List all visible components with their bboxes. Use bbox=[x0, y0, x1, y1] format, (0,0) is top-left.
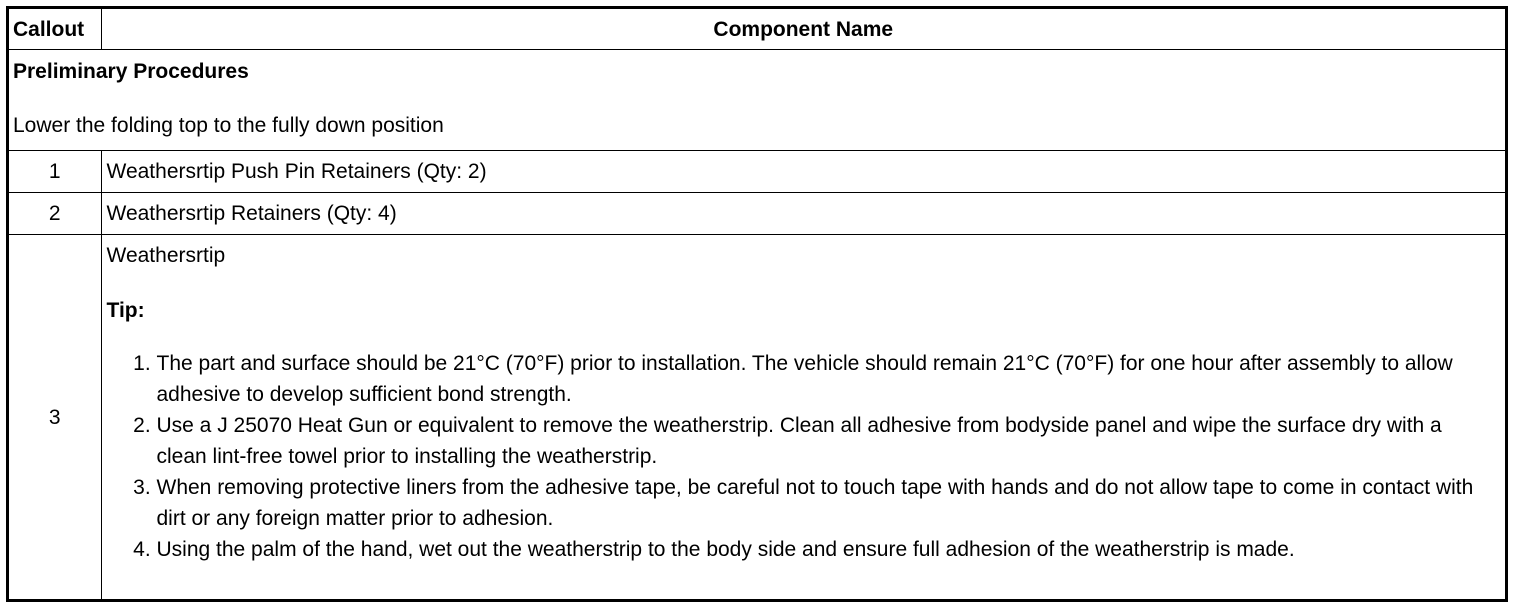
tip-item: 1. The part and surface should be 21°C (70°F) prior to installation. The vehicle should remain 21°C (70°F) for one hour after assembly to allow adhesive to develop sufficient bond strength. bbox=[157, 348, 1498, 410]
tip-label: Tip: bbox=[106, 299, 145, 322]
component-name: Weathersrtip bbox=[106, 244, 226, 267]
preliminary-procedures-row bbox=[9, 50, 1505, 151]
table-header-row bbox=[9, 9, 1505, 50]
tip-list bbox=[107, 348, 1498, 565]
component-name: Weathersrtip Retainers (Qty: 4) bbox=[101, 193, 1505, 235]
table-row bbox=[9, 235, 1505, 600]
tip-item: 4. Using the palm of the hand, wet out the weatherstrip to the body side and ensure full adhesion of the weatherstrip is made. bbox=[157, 534, 1498, 565]
component-name-column-header: Component Name bbox=[101, 9, 1505, 50]
callout-number: 3 bbox=[9, 235, 101, 600]
preliminary-procedures-title: Preliminary Procedures bbox=[13, 60, 249, 83]
callout-number: 1 bbox=[9, 151, 101, 193]
tip-item: 2. Use a J 25070 Heat Gun or equivalent to remove the weatherstrip. Clean all adhesive from bodyside panel and wipe the surface dry with a clean lint-free towel prior to installing the weatherstrip. bbox=[157, 410, 1498, 472]
table-row bbox=[9, 193, 1505, 235]
preliminary-procedures-text: Lower the folding top to the fully down position bbox=[13, 114, 444, 137]
preliminary-procedures-cell bbox=[9, 50, 1505, 151]
tip-item: 3. When removing protective liners from the adhesive tape, be careful not to touch tape with hands and do not allow tape to come in contact with dirt or any foreign matter prior to adhesion. bbox=[157, 472, 1498, 534]
callout-number: 2 bbox=[9, 193, 101, 235]
component-detail-cell bbox=[101, 235, 1505, 600]
callout-column-header: Callout bbox=[9, 9, 101, 50]
table-row bbox=[9, 151, 1505, 193]
component-table bbox=[9, 9, 1505, 599]
component-table-frame bbox=[6, 6, 1508, 602]
component-name: Weathersrtip Push Pin Retainers (Qty: 2) bbox=[101, 151, 1505, 193]
